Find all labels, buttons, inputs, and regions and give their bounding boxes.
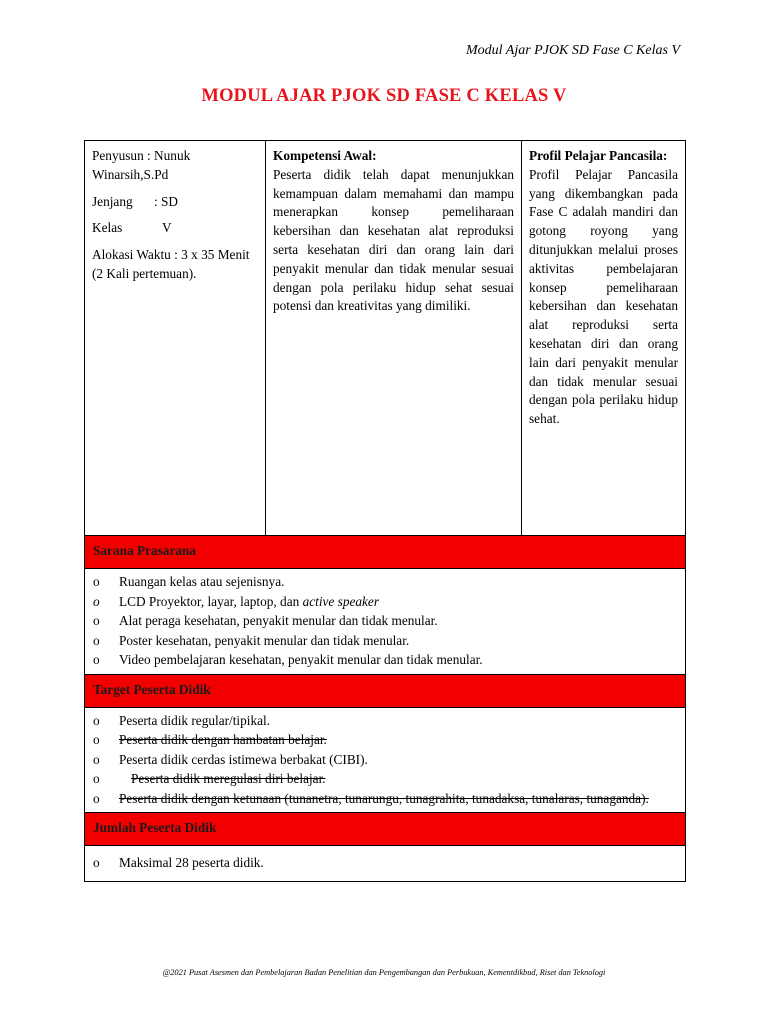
bullet: o: [93, 574, 100, 589]
list-item: o Peserta didik regular/tipikal.: [93, 711, 677, 731]
jumlah-list: [85, 846, 685, 881]
identity-cell: [85, 141, 266, 535]
sarana-list: [85, 569, 685, 674]
list-item: o Ruangan kelas atau sejenisnya.: [93, 572, 677, 592]
bullet: o: [93, 613, 100, 628]
kompetensi-heading: Kompetensi Awal:: [273, 148, 377, 163]
profil-heading: Profil Pelajar Pancasila:: [529, 148, 668, 163]
list-item: o Maksimal 28 peserta didik.: [93, 853, 677, 873]
bullet: o: [93, 632, 100, 648]
bullet: o: [93, 751, 100, 767]
section-header-jumlah: Jumlah Peserta Didik: [85, 812, 685, 846]
bullet: o: [93, 652, 100, 667]
target-list: [85, 708, 685, 813]
jenjang-value: : SD: [154, 193, 179, 209]
kompetensi-text: Peserta didik telah dapat menunjukkan kemampuan dalam memahami dan mampu menerapkan konsep pemeliharaan kebersihan dan kesehatan alat reproduksi serta kesehatan diri dan orang lain dari penyakit menular dan tidak menular sesuai dengan pola perilaku hidup sehat sesuai potensi dan kreativitas yang dimiliki.: [273, 166, 514, 314]
running-head: Modul Ajar PJOK SD Fase C Kelas V: [465, 43, 680, 58]
module-table: [84, 140, 686, 882]
penyusun: Penyusun : Nunuk Winarsih,S.Pd: [92, 148, 191, 182]
jenjang: [92, 193, 258, 212]
bullet: o: [93, 593, 100, 609]
kompetensi-cell: [266, 141, 522, 535]
list-item: o LCD Proyektor, layar, laptop, dan active speaker: [93, 592, 677, 612]
profil-cell: [522, 141, 685, 535]
list-item: o Peserta didik cerdas istimewa berbakat (CIBI).: [93, 750, 677, 770]
copyright-footer: @2021 Pusat Asesmen dan Pembelajaran Badan Penelitian dan Pengembangan dan Perbukuan, Kementdikbud, Riset dan Teknologi: [162, 968, 606, 977]
kelas-label: Kelas: [92, 220, 123, 236]
info-row: [85, 141, 685, 535]
bullet: o: [93, 771, 100, 786]
kelas: [92, 219, 258, 238]
bullet: o: [93, 790, 100, 806]
bullet: o: [93, 855, 100, 870]
list-item: o Video pembelajaran kesehatan, penyakit menular dan tidak menular.: [93, 650, 677, 670]
kelas-value: V: [162, 220, 172, 236]
list-item: o Peserta didik meregulasi diri belajar.: [93, 769, 677, 789]
bullet: o: [93, 732, 100, 747]
section-header-sarana: Sarana Prasarana: [85, 535, 685, 569]
document-title: MODUL AJAR PJOK SD FASE C KELAS V: [201, 86, 567, 106]
bullet: o: [93, 712, 100, 728]
list-item: o Poster kesehatan, penyakit menular dan tidak menular.: [93, 631, 677, 651]
italic-term: active speaker: [302, 593, 379, 609]
alokasi-waktu: Alokasi Waktu : 3 x 35 Menit (2 Kali pertemuan).: [92, 247, 250, 281]
jenjang-label: Jenjang: [92, 193, 133, 209]
list-item: o Peserta didik dengan hambatan belajar.: [93, 730, 677, 750]
profil-text: Profil Pelajar Pancasila yang dikembangkan pada Fase C adalah mandiri dan gotong royong yang ditunjukkan melalui proses aktivitas pembelajaran konsep pemeliharaan kebersihan dan kesehatan alat reproduksi serta kesehatan diri dan orang lain dari penyakit menular dan tidak menular sesuai dengan pola perilaku hidup sehat.: [529, 166, 678, 427]
section-header-target: Target Peserta Didik: [85, 674, 685, 708]
list-item: o Alat peraga kesehatan, penyakit menular dan tidak menular.: [93, 611, 677, 631]
list-item: o Peserta didik dengan ketunaan (tunanetra, tunarungu, tunagrahita, tunadaksa, tunalaras, tunaganda).: [93, 789, 677, 809]
